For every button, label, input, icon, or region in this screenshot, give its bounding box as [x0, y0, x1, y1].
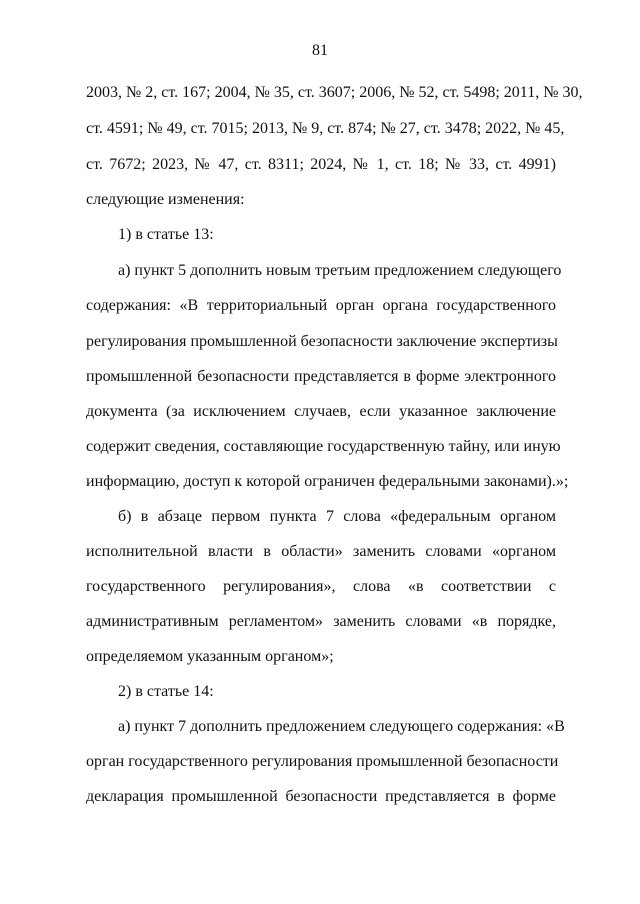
text-line: а) пункт 5 дополнить новым третьим предложением следующего: [118, 262, 562, 279]
text-line: а) пункт 7 дополнить предложением следующего содержания: «В: [118, 718, 565, 735]
list-item-heading: 1) в статье 13:: [118, 226, 214, 243]
text-line: 2003, № 2, ст. 167; 2004, № 35, ст. 3607; 2006, № 52, ст. 5498; 2011, № 30,: [86, 84, 583, 101]
text-line: следующие изменения:: [86, 191, 245, 208]
text-line: регулирования промышленной безопасности заключение экспертизы: [86, 333, 558, 350]
list-item-heading: 2) в статье 14:: [118, 683, 214, 700]
page-number: 81: [312, 42, 328, 59]
text-line: декларация промышленной безопасности представляется в форме: [86, 788, 556, 805]
text-line: определяемом указанным органом»;: [86, 648, 334, 665]
text-line: содержит сведения, составляющие государственную тайну, или иную: [86, 438, 561, 455]
text-line: орган государственного регулирования промышленной безопасности: [86, 753, 559, 770]
text-line: исполнительной власти в области» заменить словами «органом: [86, 543, 556, 560]
text-line: государственного регулирования», слова «в соответствии с: [86, 578, 556, 595]
text-line: ст. 7672; 2023, № 47, ст. 8311; 2024, № 1, ст. 18; № 33, ст. 4991): [86, 156, 556, 173]
text-line: административным регламентом» заменить словами «в порядке,: [86, 613, 556, 630]
text-line: содержания: «В территориальный орган органа государственного: [86, 297, 556, 314]
text-line: информацию, доступ к которой ограничен федеральными законами).»;: [86, 473, 569, 490]
text-line: документа (за исключением случаев, если указанное заключение: [86, 403, 556, 420]
text-line: промышленной безопасности представляется в форме электронного: [86, 368, 556, 385]
text-line: ст. 4591; № 49, ст. 7015; 2013, № 9, ст. 874; № 27, ст. 3478; 2022, № 45,: [86, 120, 565, 137]
text-line: б) в абзаце первом пункта 7 слова «федеральным органом: [118, 508, 556, 525]
